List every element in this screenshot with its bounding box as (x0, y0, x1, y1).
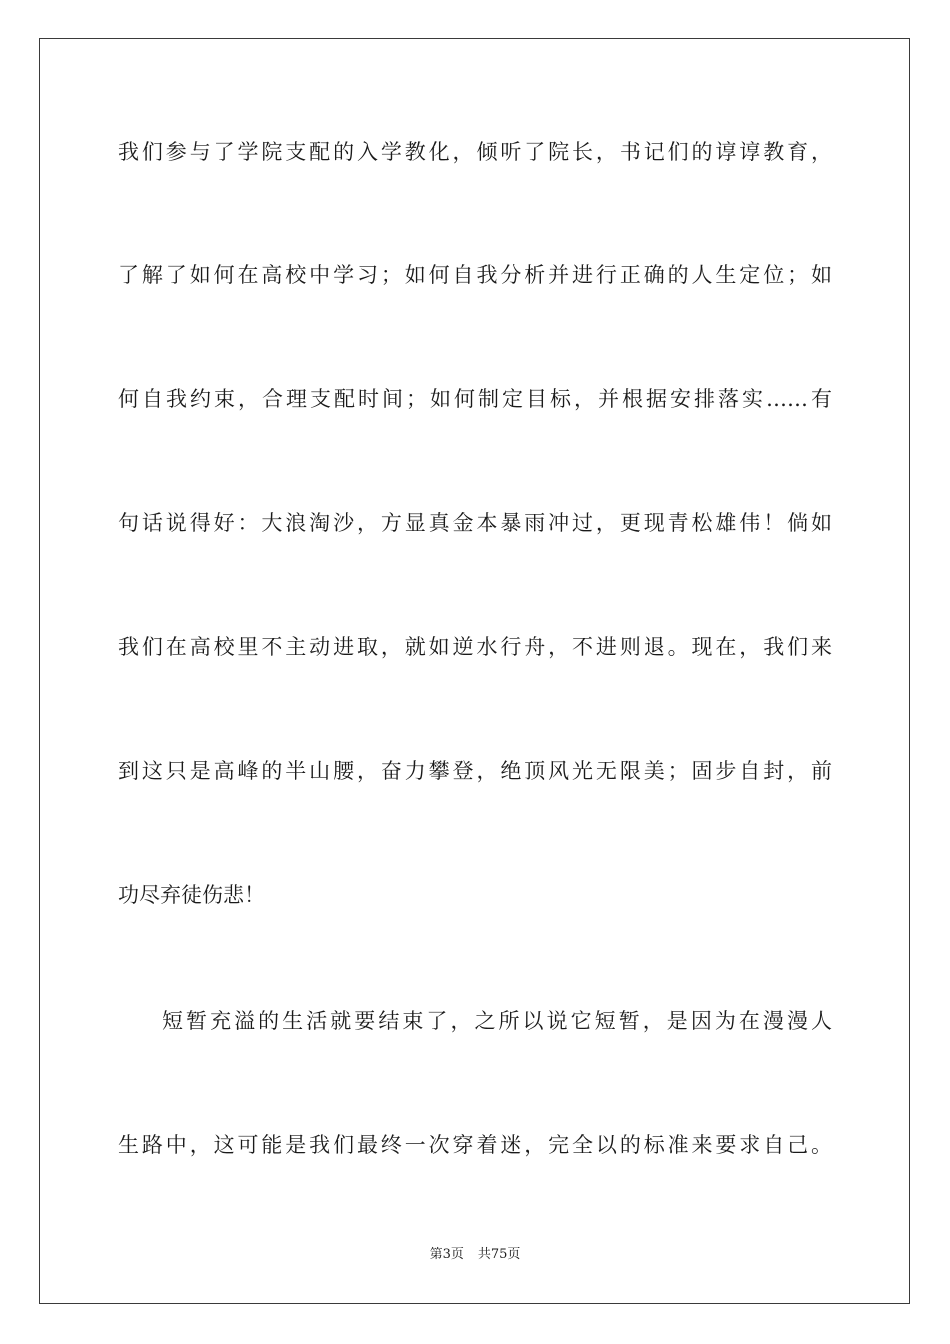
page-footer (0, 1245, 950, 1265)
text-line: 生路中，这可能是我们最终一次穿着迷，完全以的标准来要求自己。 (118, 1133, 832, 1157)
text-line: 我们在高校里不主动进取，就如逆水行舟，不进则退。现在，我们来 (118, 635, 832, 659)
page-total: 共75页 (477, 1247, 521, 1262)
text-line: 了解了如何在高校中学习；如何自我分析并进行正确的人生定位；如 (118, 263, 832, 287)
text-line: 到这只是高峰的半山腰，奋力攀登，绝顶风光无限美；固步自封，前 (118, 759, 832, 783)
paragraph-first-line: 短暂充溢的生活就要结束了，之所以说它短暂，是因为在漫漫人 (162, 1009, 832, 1033)
page-number: 第3页 (429, 1247, 464, 1262)
page-border (39, 38, 910, 1304)
text-line: 功尽弃徒伤悲！ (118, 883, 265, 907)
text-line: 句话说得好：大浪淘沙，方显真金本暴雨冲过，更现青松雄伟！倘如 (118, 511, 832, 535)
text-line: 何自我约束，合理支配时间；如何制定目标，并根据安排落实……有 (118, 387, 832, 411)
text-line: 我们参与了学院支配的入学教化，倾听了院长，书记们的谆谆教育， (118, 140, 832, 164)
